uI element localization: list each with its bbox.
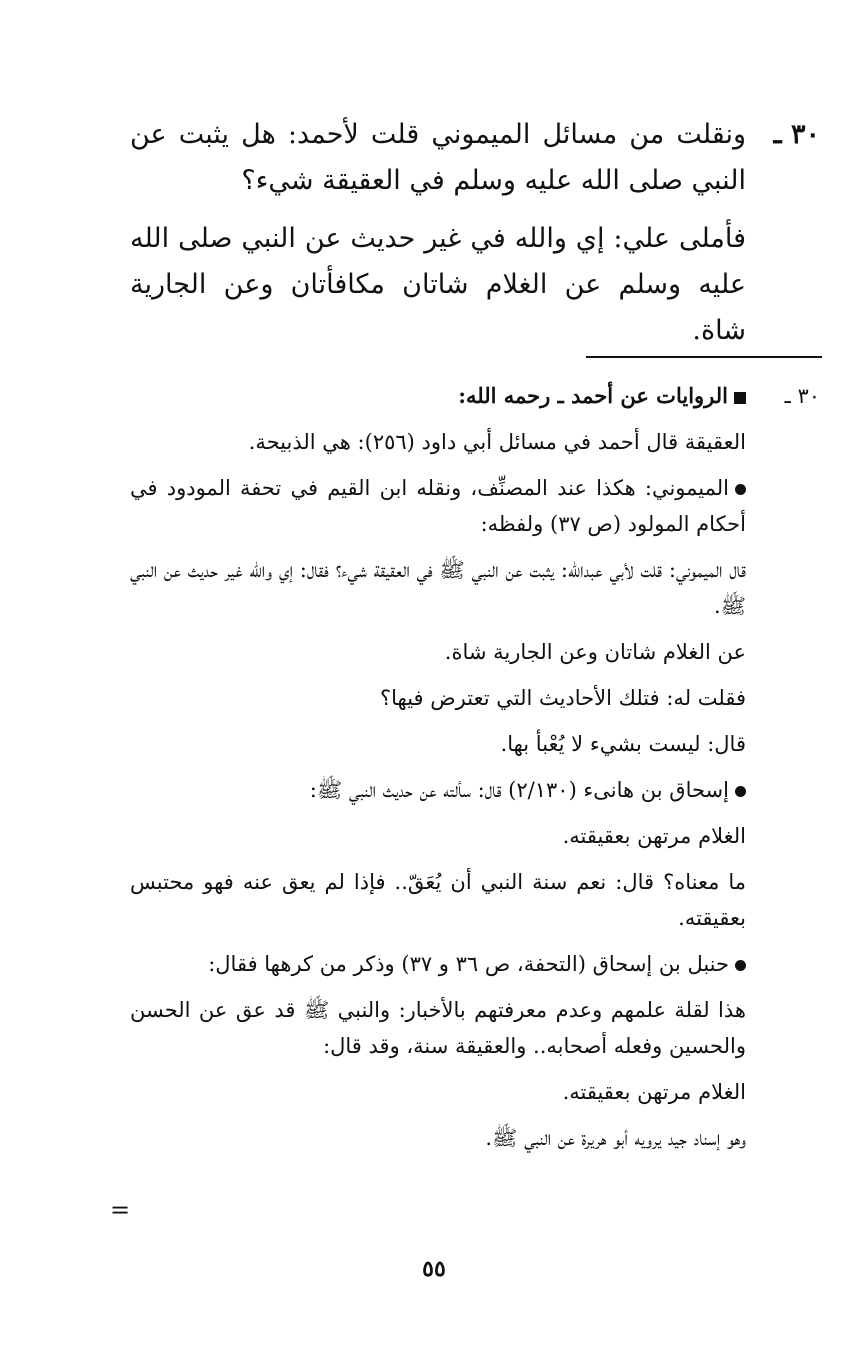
bullet-icon — [735, 786, 746, 797]
footnote-paragraph-text: وهو إسناد جيد يرويه أبو هريرة عن النبي ﷺ. — [485, 1126, 746, 1150]
footnote-separator — [586, 356, 822, 358]
footnote-paragraph-text: الميموني: هكذا عند المصنِّف، ونقله ابن القيم في تحفة المودود في أحكام المولود (ص ٣٧) ولفظه: — [130, 476, 746, 536]
main-text — [130, 112, 746, 354]
main-paragraph: ونقلت من مسائل الميموني قلت لأحمد: هل يثبت عن النبي صلى الله عليه وسلم في العقيقة شيء؟ — [130, 119, 746, 196]
footnote-paragraph — [130, 726, 746, 762]
footnote-paragraph — [130, 424, 746, 460]
footnote-paragraph — [130, 1074, 746, 1110]
footnote-paragraph-text: هذا لقلة علمهم وعدم معرفتهم بالأخبار: والنبي ﷺ قد عق عن الحسن والحسين وفعله أصحابه.. والعقيقة سنة، وقد قال: — [130, 998, 746, 1058]
footnote-heading-text: الروايات عن أحمد ـ رحمه الله: — [458, 383, 728, 408]
continuation-mark: = — [110, 1196, 131, 1224]
footnote-text — [130, 378, 746, 1156]
footnote-paragraph-text: العقيقة قال أحمد في مسائل أبي داود (٢٥٦): هي الذبيحة. — [248, 430, 746, 454]
footnote-number: ٣٠ ـ — [784, 384, 820, 408]
footnote-paragraph — [130, 818, 746, 854]
footnote-paragraph-text: ما معناه؟ قال: نعم سنة النبي أن يُعَقّ.. فإذا لم يعق عنه فهو محتبس بعقيقته. — [130, 870, 746, 930]
footnote-block — [130, 378, 820, 1166]
footnote-paragraph — [130, 470, 746, 542]
footnote-paragraph-text: قال الميموني: قلت لأبي عبدالله: يثبت عن النبي ﷺ في العقيقة شيء؟ فقال: إي والله غير حديث عن النبي ﷺ. — [130, 558, 746, 618]
footnote-paragraph-text: عن الغلام شاتان وعن الجارية شاة. — [444, 640, 746, 664]
square-marker-icon — [734, 392, 746, 404]
bullet-icon — [735, 484, 746, 495]
footnote-paragraph — [130, 1120, 746, 1156]
footnote-paragraph — [130, 992, 746, 1064]
footnote-paragraph — [130, 552, 746, 624]
main-paragraph: فأملى علي: إي والله في غير حديث عن النبي صلى الله عليه وسلم عن الغلام شاتان مكافأتان وعن الجارية شاة. — [130, 223, 746, 346]
bullet-icon — [735, 960, 746, 971]
footnote-paragraph — [130, 946, 746, 982]
footnote-paragraph-text: إسحاق بن هانىء (٢/١٣٠) قال: سألته عن حديث النبي ﷺ: — [309, 778, 729, 802]
footnote-paragraph-text: حنبل بن إسحاق (التحفة، ص ٣٦ و ٣٧) وذكر من كرهها فقال: — [208, 952, 729, 976]
main-item-number: ٣٠ ـ — [773, 119, 820, 150]
footnote-paragraph-text: الغلام مرتهن بعقيقته. — [562, 1080, 746, 1104]
main-text-block — [130, 112, 820, 366]
footnote-paragraph-text: الغلام مرتهن بعقيقته. — [562, 824, 746, 848]
footnote-paragraph-text: فقلت له: فتلك الأحاديث التي تعترض فيها؟ — [379, 686, 746, 710]
footnote-paragraph — [130, 864, 746, 936]
page-number: ٥٥ — [422, 1256, 446, 1282]
footnote-paragraph — [130, 772, 746, 808]
footnote-heading — [130, 378, 746, 414]
footnote-paragraph — [130, 680, 746, 716]
footnote-paragraph — [130, 634, 746, 670]
footnote-paragraph-text: قال: ليست بشيء لا يُعْبأ بها. — [500, 732, 746, 756]
